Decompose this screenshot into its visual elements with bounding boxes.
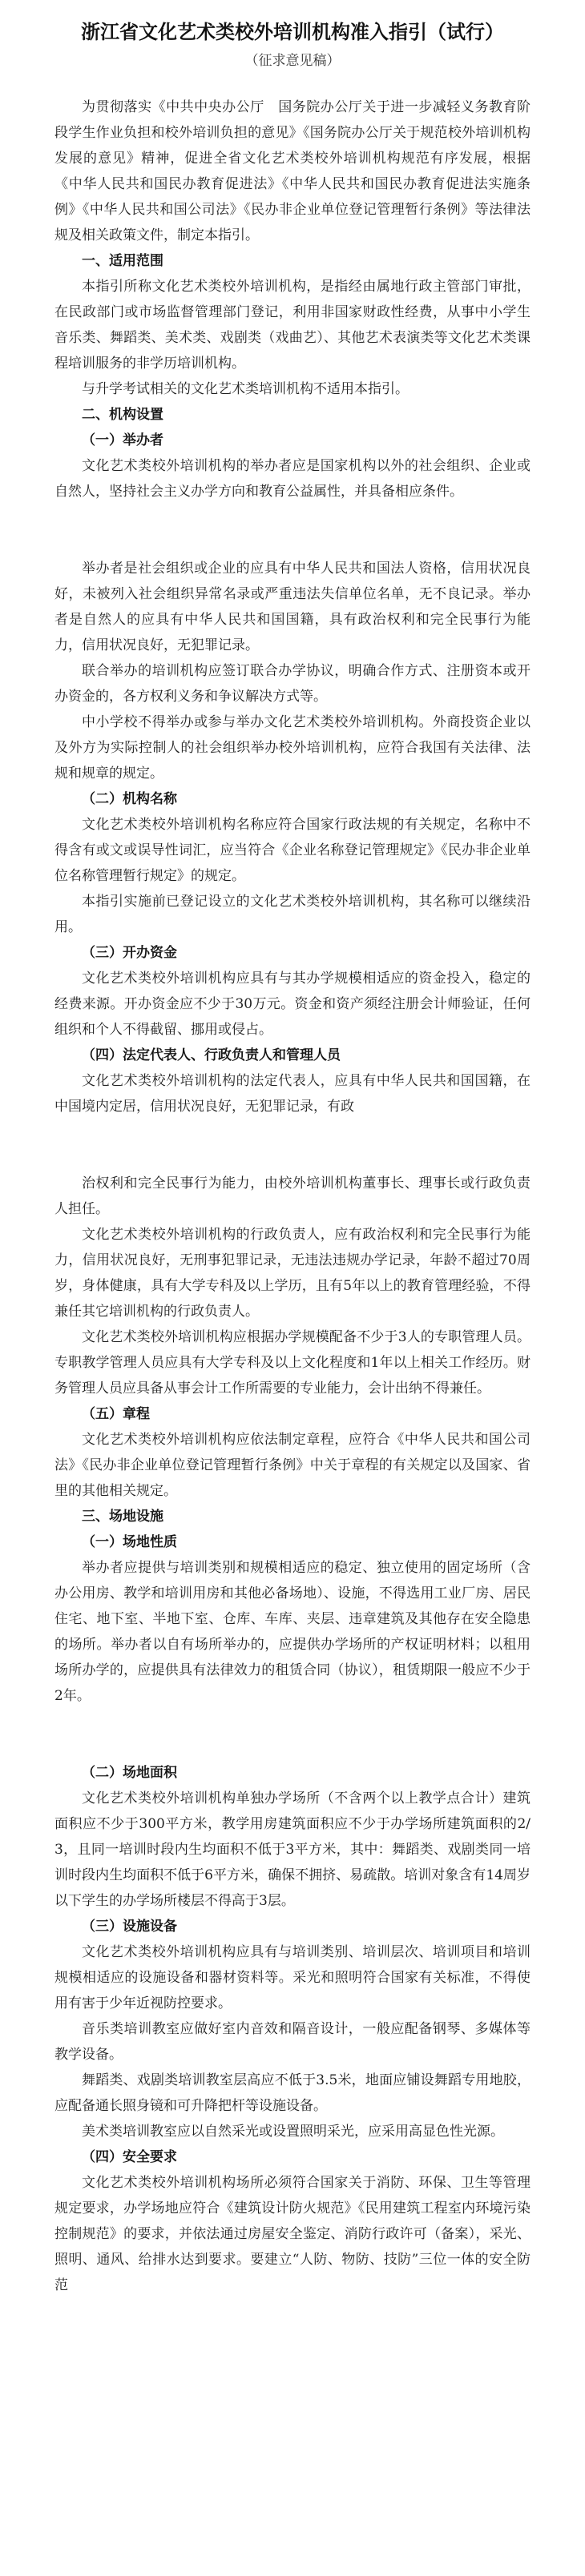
- subsection-heading: （四）安全要求: [82, 2149, 177, 2165]
- subsection-heading: （二）机构名称: [82, 791, 177, 807]
- section-heading: 三、场地设施: [82, 1509, 163, 1525]
- document-subtitle: （征求意见稿）: [244, 53, 341, 69]
- section-heading: 一、适用范围: [82, 253, 163, 269]
- body-paragraph: 联合举办的培训机构应签订联合办学协议，明确合作方式、注册资本或开办资金的，各方权利义务和争议解决方式等。: [54, 663, 531, 705]
- body-paragraph: 文化艺术类校外培训机构应依法制定章程，应符合《中华人民共和国公司法》《民办非企业单位登记管理暂行条例》中关于章程的有关规定以及国家、省里的其他相关规定。: [54, 1432, 531, 1499]
- body-paragraph: 文化艺术类校外培训机构名称应符合国家行政法规的有关规定，名称中不得含有或文或误导性词汇，应当符合《企业名称登记管理规定》《民办非企业单位名称管理暂行规定》的规定。: [54, 817, 531, 884]
- subsection-heading: （四）法定代表人、行政负责人和管理人员: [82, 1047, 341, 1063]
- body-paragraph: 文化艺术类校外培训机构的举办者应是国家机构以外的社会组织、企业或自然人，坚持社会主义办学方向和教育公益属性，并具备相应条件。: [54, 458, 531, 500]
- body-paragraph: 举办者应提供与培训类别和规模相适应的稳定、独立使用的固定场所（含办公用房、教学和培训用房和其他必备场地）、设施，不得选用工业厂房、居民住宅、地下室、半地下室、仓库、车库、夹层、违章建筑及其他存在安全隐患的场所。举办者以自有场所举办的，应提供办学场所的产权证明材料；以租用场所办学的，应提供具有法律效力的租赁合同（协议），租赁期限一般应不少于2年。: [54, 1560, 531, 1704]
- body-paragraph: 文化艺术类校外培训机构场所必须符合国家关于消防、环保、卫生等管理规定要求，办学场地应符合《建筑设计防火规范》《民用建筑工程室内环境污染控制规范》的要求，并依法通过房屋安全鉴定、消防行政许可（备案），采光、照明、通风、给排水达到要求。要建立“人防、物防、技防”三位一体的安全防范: [54, 2175, 531, 2293]
- body-paragraph: 舞蹈类、戏剧类培训教室层高应不低于3.5米，地面应铺设舞蹈专用地胶，应配备通长照身镜和可升降把杆等设施设备。: [54, 2072, 531, 2114]
- body-paragraph: 文化艺术类校外培训机构应具有与其办学规模相适应的资金投入，稳定的经费来源。开办资金应不少于30万元。资金和资产须经注册会计师验证，任何组织和个人不得截留、挪用或侵占。: [54, 971, 531, 1038]
- body-paragraph: 文化艺术类校外培训机构单独办学场所（不含两个以上教学点合计）建筑面积应不少于300平方米，教学用房建筑面积应不少于办学场所建筑面积的2/3，且同一培训时段内生均面积不低于3平方米，其中：舞蹈类、戏剧类同一培训时段内生均面积不低于6平方米，确保不拥挤、易疏散。培训对象含有14周岁以下学生的办学场所楼层不得高于3层。: [54, 1790, 531, 1909]
- subsection-heading: （三）设施设备: [82, 1919, 177, 1935]
- document-body: [54, 94, 531, 2298]
- subsection-heading: （一）场地性质: [82, 1534, 177, 1550]
- body-paragraph: 美术类培训教室应以自然采光或设置照明采光，应采用高显色性光源。: [82, 2124, 504, 2140]
- subsection-heading: （二）场地面积: [82, 1765, 177, 1781]
- section-heading: 二、机构设置: [82, 407, 163, 423]
- body-paragraph: 治权利和完全民事行为能力，由校外培训机构董事长、理事长或行政负责人担任。: [54, 1175, 531, 1217]
- subsection-heading: （五）章程: [82, 1406, 150, 1422]
- body-paragraph: 本指引所称文化艺术类校外培训机构，是指经由属地行政主管部门审批，在民政部门或市场监督管理部门登记，利用非国家财政性经费，从事中小学生音乐类、舞蹈类、美术类、戏剧类（戏曲艺）、其他艺术表演类等文化艺术类课程培训服务的非学历培训机构。: [54, 279, 531, 372]
- subsection-heading: （三）开办资金: [82, 945, 177, 961]
- body-paragraph: 文化艺术类校外培训机构的行政负责人，应有政治权利和完全民事行为能力，信用状况良好，无刑事犯罪记录，无违法违规办学记录，年龄不超过70周岁，身体健康，具有大学专科及以上学历，且有5年以上的教育管理经验，不得兼任其它培训机构的行政负责人。: [54, 1227, 531, 1320]
- body-paragraph: 中小学校不得举办或参与举办文化艺术类校外培训机构。外商投资企业以及外方为实际控制人的社会组织举办校外培训机构，应符合我国有关法律、法规和规章的规定。: [54, 714, 531, 782]
- body-paragraph: 为贯彻落实《中共中央办公厅 国务院办公厅关于进一步减轻义务教育阶段学生作业负担和校外培训负担的意见》《国务院办公厅关于规范校外培训机构发展的意见》精神，促进全省文化艺术类校外培训机构规范有序发展，根据《中华人民共和国民办教育促进法》《中华人民共和国民办教育促进法实施条例》《中华人民共和国公司法》《民办非企业单位登记管理暂行条例》等法律法规及相关政策文件，制定本指引。: [54, 99, 531, 243]
- body-paragraph: 本指引实施前已登记设立的文化艺术类校外培训机构，其名称可以继续沿用。: [54, 894, 531, 935]
- body-paragraph: 举办者是社会组织或企业的应具有中华人民共和国法人资格，信用状况良好，未被列入社会组织异常名录或严重违法失信单位名单，无不良记录。举办者是自然人的应具有中华人民共和国国籍，具有政治权利和完全民事行为能力，信用状况良好，无犯罪记录。: [54, 561, 531, 653]
- body-paragraph: 音乐类培训教室应做好室内音效和隔音设计，一般应配备钢琴、多媒体等教学设备。: [54, 2021, 531, 2063]
- body-paragraph: 文化艺术类校外培训机构应根据办学规模配备不少于3人的专职管理人员。专职教学管理人员应具有大学专科及以上文化程度和1年以上相关工作经历。财务管理人员应具备从事会计工作所需要的专业能力，会计出纳不得兼任。: [54, 1329, 531, 1397]
- body-paragraph: 文化艺术类校外培训机构应具有与培训类别、培训层次、培训项目和培训规模相适应的设施设备和器材资料等。采光和照明符合国家有关标准，不得使用有害于少年近视防控要求。: [54, 1944, 531, 2011]
- body-paragraph: 文化艺术类校外培训机构的法定代表人，应具有中华人民共和国国籍，在中国境内定居，信用状况良好，无犯罪记录，有政: [54, 1073, 531, 1115]
- subsection-heading: （一）举办者: [82, 432, 163, 448]
- body-paragraph: 与升学考试相关的文化艺术类培训机构不适用本指引。: [82, 381, 409, 397]
- document-title: 浙江省文化艺术类校外培训机构准入指引（试行）: [81, 21, 504, 43]
